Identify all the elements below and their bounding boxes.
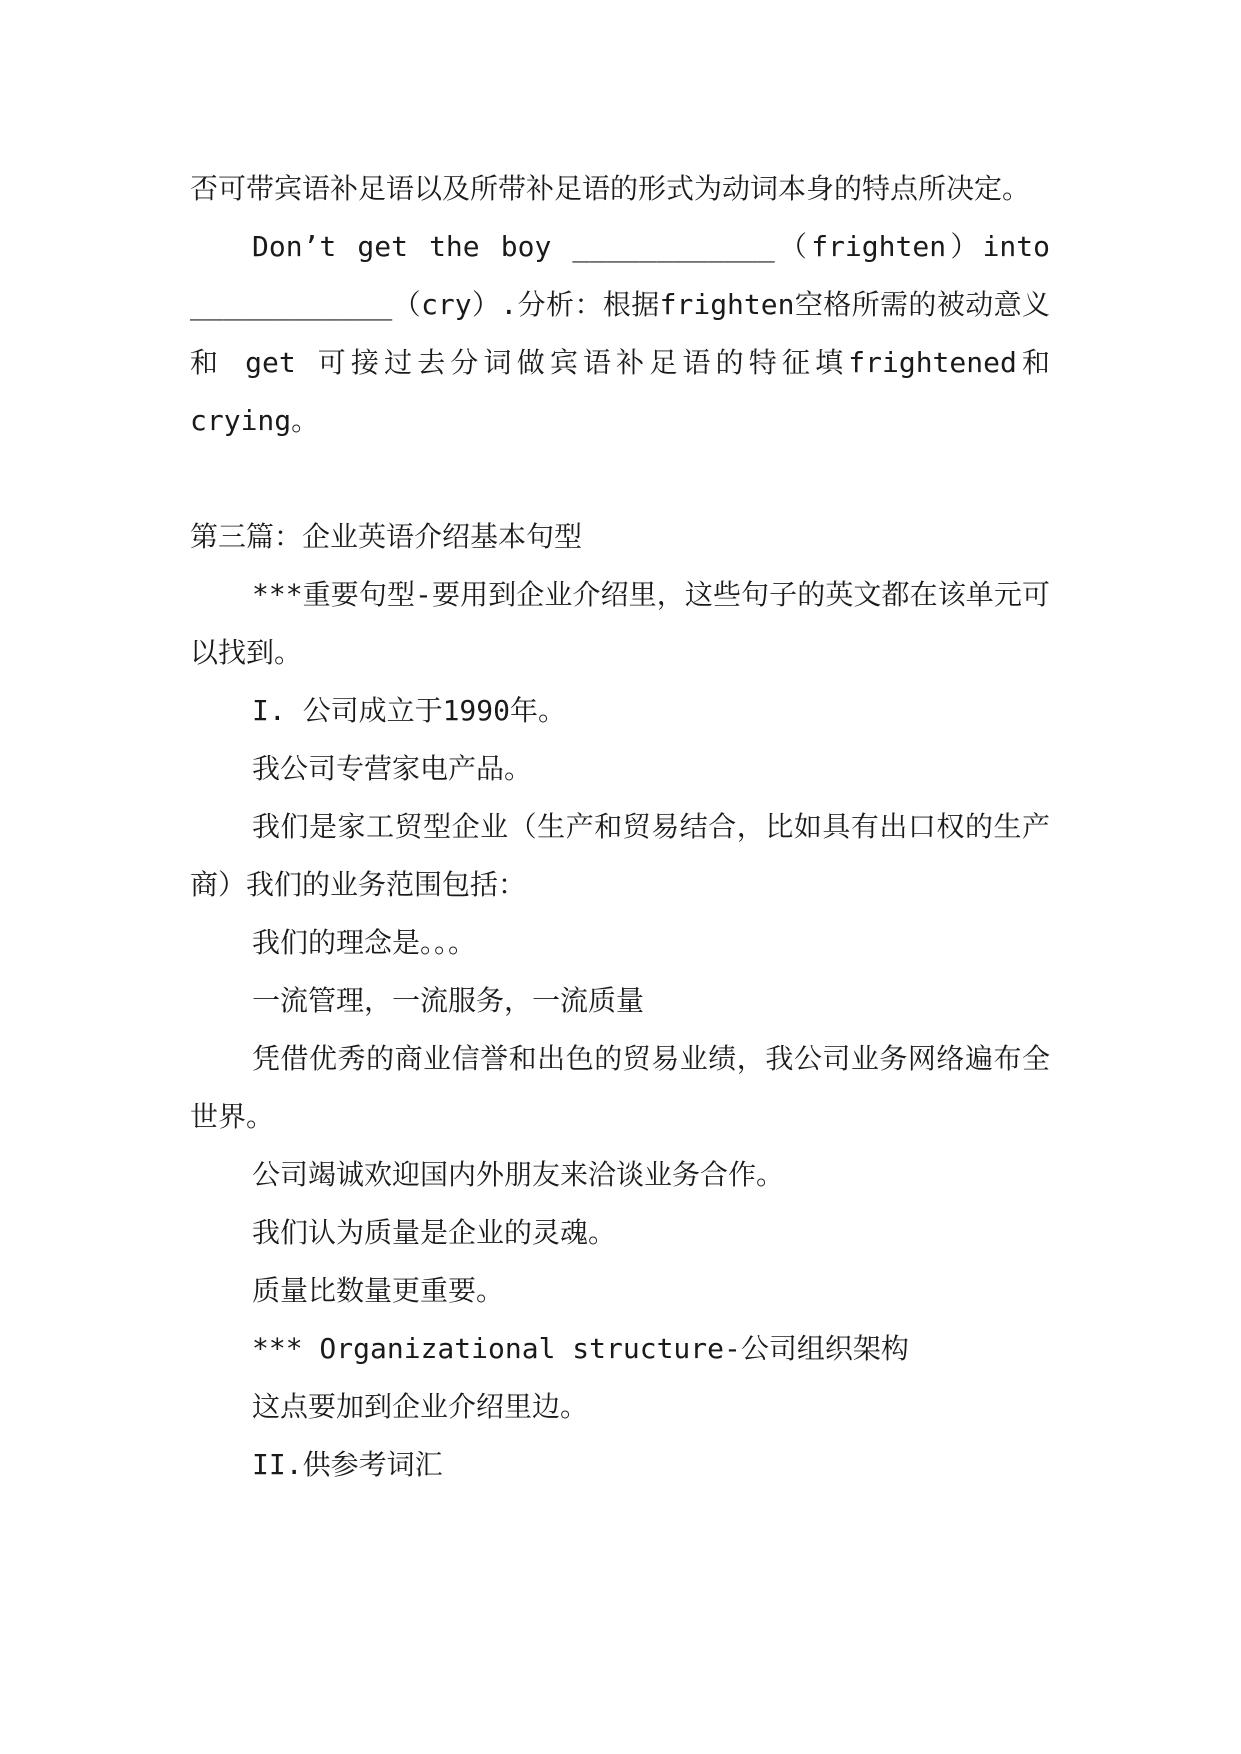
paragraph: Don’t get the boy ____________（frighten）into ____________（cry）.分析：根据frighten空格所需的被动意义和 get 可接过去分词做宾语补足语的特征填frightened和crying。 [190,230,1050,437]
paragraph: I. 公司成立于1990年。 [252,694,567,727]
paragraph-gap [190,450,1050,508]
section-heading: 第三篇：企业英语介绍基本句型 [190,520,583,553]
paragraph: 我们是家工贸型企业（生产和贸易结合，比如具有出口权的生产商）我们的业务范围包括： [190,810,1050,901]
document-body [190,160,1050,1494]
paragraph: 我公司专营家电产品。 [252,752,533,785]
paragraph: ***重要句型-要用到企业介绍里，这些句子的英文都在该单元可以找到。 [190,578,1050,669]
paragraph: 公司竭诚欢迎国内外朋友来洽谈业务合作。 [252,1158,785,1191]
paragraph: 质量比数量更重要。 [252,1274,505,1307]
paragraph: II.供参考词汇 [252,1448,443,1481]
paragraph: *** Organizational structure-公司组织架构 [252,1332,909,1365]
paragraph: 我们认为质量是企业的灵魂。 [252,1216,617,1249]
paragraph: 否可带宾语补足语以及所带补足语的形式为动词本身的特点所决定。 [190,172,1031,205]
paragraph: 一流管理，一流服务，一流质量 [252,984,645,1017]
paragraph: 凭借优秀的商业信誉和出色的贸易业绩，我公司业务网络遍布全世界。 [190,1042,1050,1133]
paragraph: 这点要加到企业介绍里边。 [252,1390,589,1423]
paragraph: 我们的理念是。。。 [252,926,477,959]
